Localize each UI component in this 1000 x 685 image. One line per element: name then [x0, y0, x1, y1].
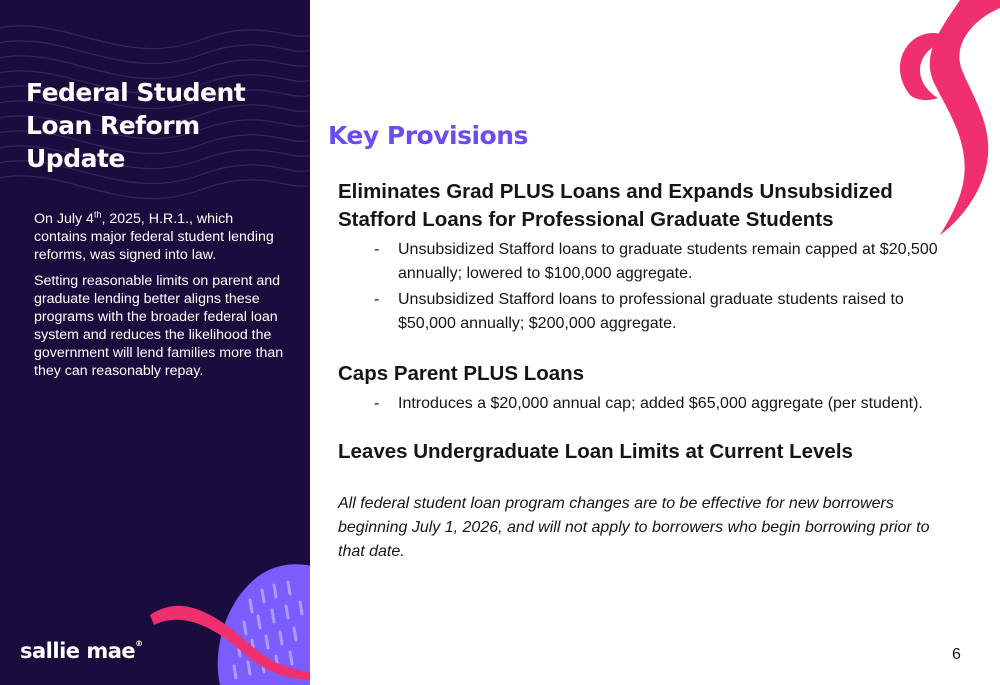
sidebar-title	[26, 76, 245, 175]
bullet-dash: -	[374, 241, 380, 258]
sidebar-title-line: Update	[26, 144, 125, 173]
list-item	[338, 392, 938, 416]
sidebar-paragraph	[34, 210, 284, 264]
ordinal-suffix: th	[93, 209, 102, 220]
page-number: 6	[952, 646, 961, 663]
registered-mark: ®	[135, 639, 143, 648]
bullet-dash: -	[374, 291, 380, 308]
decorative-blob	[150, 540, 310, 685]
provisions-content	[338, 178, 938, 564]
sallie-mae-logo	[20, 639, 143, 663]
section-title: Eliminates Grad PLUS Loans and Expands Unsubsidized Stafford Loans for Professional Graduate Students	[338, 180, 893, 231]
section-title: Caps Parent PLUS Loans	[338, 362, 585, 385]
sidebar-paragraph-text: , 2025, H.R.1., which contains major federal student lending reforms, was signed into law.	[34, 211, 274, 263]
list-item-text: Unsubsidized Stafford loans to professional graduate students raised to $50,000 annually; $200,000 aggregate.	[398, 291, 904, 332]
sidebar-paragraph: Setting reasonable limits on parent and graduate lending better aligns these programs with the broader federal loan system and reduces the likelihood the government will lend families more than they can reasonably repay.	[34, 273, 284, 379]
sidebar-panel	[0, 0, 310, 685]
sidebar-title-line: Federal Student	[26, 78, 246, 107]
list-item-text: Introduces a $20,000 annual cap; added $65,000 aggregate (per student).	[398, 395, 923, 412]
sidebar-paragraph-text: On July 4	[34, 211, 94, 227]
bullet-list	[338, 238, 938, 336]
section-title: Leaves Undergraduate Loan Limits at Current Levels	[338, 440, 853, 463]
sidebar-text	[34, 210, 284, 388]
sidebar-title-line: Loan Reform	[26, 111, 200, 140]
list-item	[338, 238, 938, 286]
bullet-dash: -	[374, 395, 380, 412]
bullet-list	[338, 392, 938, 416]
list-item-text: Unsubsidized Stafford loans to graduate students remain capped at $20,500 annually; lowered to $100,000 aggregate.	[398, 241, 938, 282]
logo-text: sallie mae	[20, 639, 136, 663]
page-heading: Key Provisions	[328, 121, 528, 150]
effective-date-note: All federal student loan program changes are to be effective for new borrowers beginning July 1, 2026, and will not apply to borrowers who begin borrowing prior to that date.	[338, 495, 930, 560]
list-item	[338, 288, 938, 336]
